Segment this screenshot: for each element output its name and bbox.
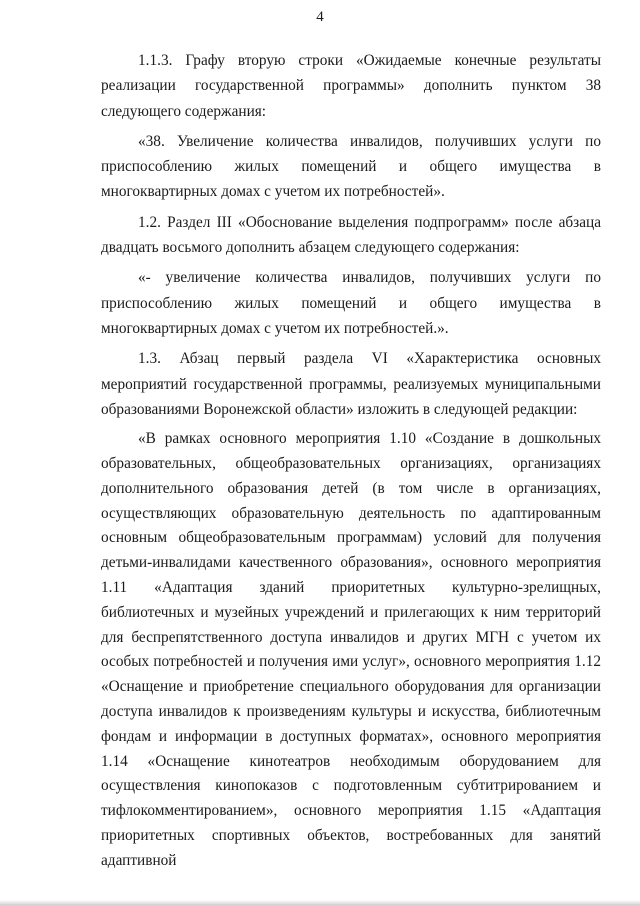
page-number: 4 (316, 9, 324, 25)
paragraph-item-38: «38. Увеличение количества инвалидов, получивших услуги по приспособлению жилых помещений и общего имущества в многоквартирных домах с учетом их потребностей». (101, 132, 601, 201)
document-body (101, 48, 601, 874)
paragraph-1-1-3: 1.1.3. Графу вторую строки «Ожидаемые конечные результаты реализации государственной программы» дополнить пунктом 38 следующего содержания: (101, 52, 601, 120)
scan-bottom-edge (0, 900, 640, 905)
paragraph-1-2-quote: «- увеличение количества инвалидов, получивших услуги по приспособлению жилых помещений и общего имущества в многоквартирных домах с учетом их потребностей.». (101, 269, 601, 337)
paragraph-1-2: 1.2. Раздел III «Обоснование выделения подпрограмм» после абзаца двадцать восьмого дополнить абзацем следующего содержания: (101, 213, 601, 257)
paragraph-1-3: 1.3. Абзац первый раздела VI «Характеристика основных мероприятий государственной программы, реализуемых муниципальными образованиями Воронежской области» изложить в следующей редакции: (101, 350, 601, 418)
paragraph-1-3-quote: «В рамках основного мероприятия 1.10 «Создание в дошкольных образовательных, общеобразовательных организациях, организациях дополнительного образования детей (в том числе в организациях, осуществляющих образовательную деятельность по адаптированным основным общеобразовательным программам) условий для получения детьми-инвалидами качественного образования», основного мероприятия 1.11 «Адаптация зданий приоритетных культурно-зрелищных, библиотечных и музейных учреждений и прилегающих к ним территорий для беспрепятственного доступа инвалидов и других МГН с учетом их особых потребностей и получения ими услуг», основного мероприятия 1.12 «Оснащение и приобретение специального оборудования для организации доступа инвалидов к произведениям культуры и искусства, библиотечным фондам и информации в доступных форматах», основного мероприятия 1.14 «Оснащение кинотеатров необходимым оборудованием для осуществления кинопоказов с подготовленным субтитрированием и тифлокомментированием», основного мероприятия 1.15 «Адаптация приоритетных спортивных объектов, востребованных для занятий адаптивной (101, 430, 601, 869)
